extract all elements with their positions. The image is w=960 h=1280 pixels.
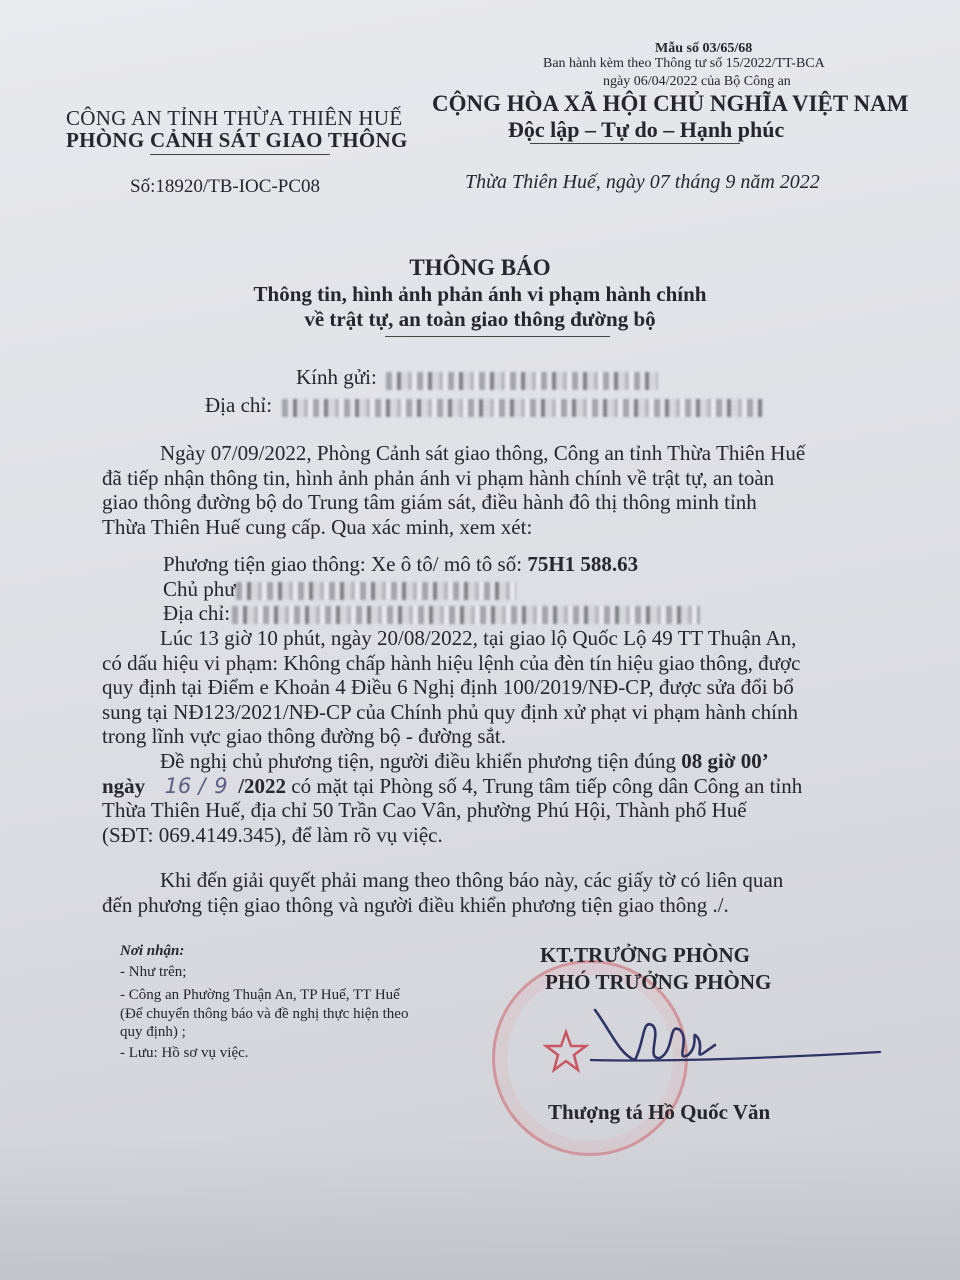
recipient-note: (Để chuyển thông báo và đề nghị thực hiện theo: [120, 1006, 409, 1022]
handwritten-signature: [590, 1000, 890, 1080]
redacted-owner-address: [232, 606, 700, 624]
paragraph-summons: [102, 749, 802, 847]
text-line: có dấu hiệu vi phạm: Không chấp hành hiệu lệnh của đèn tín hiệu giao thông, được: [102, 650, 801, 675]
appointment-time: 08 giờ 00’: [681, 749, 769, 773]
national-motto: Độc lập – Tự do – Hạnh phúc: [508, 117, 785, 142]
day-label: ngày: [102, 773, 146, 798]
paragraph-violation: [102, 626, 800, 749]
recipient-item: - Như trên;: [120, 964, 187, 980]
document-title: THÔNG BÁO: [409, 255, 551, 280]
recipient-address-label: Địa chỉ:: [205, 393, 273, 417]
recipient-item: - Công an Phường Thuận An, TP Huế, TT Huế: [120, 987, 400, 1003]
photo-shadow: [0, 1140, 960, 1280]
owner-address-label: Địa chỉ:: [163, 601, 231, 625]
text-line: (SĐT: 069.4149.345), để làm rõ vụ việc.: [102, 822, 443, 847]
text-line: Thừa Thiên Huế cung cấp. Qua xác minh, xem xét:: [102, 514, 533, 539]
text-line: [102, 749, 802, 774]
country-name: CỘNG HÒA XÃ HỘI CHỦ NGHĨA VIỆT NAM: [432, 91, 909, 116]
text-line: giao thông đường bộ do Trung tâm giám sát, điều hành đô thị thông minh tỉnh: [102, 490, 757, 514]
signature-title-line2: PHÓ TRƯỞNG PHÒNG: [545, 970, 772, 994]
agency-name: CÔNG AN TỈNH THỪA THIÊN HUẾ: [66, 106, 403, 130]
handwritten-month: 9: [214, 773, 228, 798]
text-line: quy định tại Điểm e Khoản 4 Điều 6 Nghị định 100/2019/NĐ-CP, được sửa đổi bổ: [102, 675, 794, 699]
handwritten-day: 16: [164, 773, 192, 798]
title-underline: [385, 336, 610, 337]
text-line: Ngày 07/09/2022, Phòng Cảnh sát giao thông, Công an tỉnh Thừa Thiên Huế: [160, 441, 806, 465]
form-issued-line1: Ban hành kèm theo Thông tư số 15/2022/TT-BCA: [543, 56, 825, 71]
text-line: Thừa Thiên Huế, địa chỉ 50 Trần Cao Vân, phường Phú Hội, Thành phố Huế: [102, 798, 747, 822]
document-subtitle-line1: Thông tin, hình ảnh phản ánh vi phạm hành chính: [253, 282, 707, 306]
text-line: trong lĩnh vực giao thông đường bộ - đường sắt.: [102, 724, 506, 748]
text-line: đến phương tiện giao thông và người điều khiển phương tiện giao thông ./.: [102, 892, 729, 917]
recipients-heading: Nơi nhận:: [120, 943, 185, 959]
handwritten-slash: /: [198, 773, 206, 798]
document-subtitle-line2: về trật tự, an toàn giao thông đường bộ: [304, 307, 656, 331]
summons-text: Đề nghị chủ phương tiện, người điều khiển phương tiện đúng: [160, 749, 682, 773]
text-line: Khi đến giải quyết phải mang theo thông báo này, các giấy tờ có liên quan: [160, 868, 784, 892]
redacted-recipient-name: [386, 372, 658, 390]
place-date: Thừa Thiên Huế, ngày 07 tháng 9 năm 2022: [465, 171, 820, 193]
recipient-note: quy định) ;: [120, 1024, 186, 1040]
redacted-recipient-address: [282, 399, 762, 417]
paragraph-requirements: [102, 868, 783, 917]
text-line: [102, 774, 802, 799]
vehicle-label: Phương tiện giao thông: Xe ô tô/ mô tô số:: [163, 552, 528, 576]
form-code: Mẫu số 03/65/68: [655, 41, 753, 56]
text-line: sung tại NĐ123/2021/NĐ-CP của Chính phủ quy định xử phạt vi phạm hành chính: [102, 699, 798, 724]
seal-star-icon: [543, 1028, 589, 1074]
summons-location: có mặt tại Phòng số 4, Trung tâm tiếp công dân Công an tỉnh: [286, 773, 803, 798]
redacted-owner-name: [236, 582, 516, 600]
motto-underline: [530, 143, 740, 144]
owner-label: Chủ phư: [163, 576, 236, 601]
text-line: Lúc 13 giờ 10 phút, ngày 20/08/2022, tại giao lộ Quốc Lộ 49 TT Thuận An,: [160, 626, 797, 650]
paragraph-intro: [102, 441, 805, 539]
text-line: đã tiếp nhận thông tin, hình ảnh phản ánh vi phạm hành chính về trật tự, an toàn: [102, 465, 775, 490]
signer-name: Thượng tá Hồ Quốc Văn: [548, 1100, 771, 1124]
document-number: Số:18920/TB-IOC-PC08: [130, 176, 321, 197]
form-issued-line2: ngày 06/04/2022 của Bộ Công an: [603, 74, 791, 89]
recipient-label: Kính gửi:: [296, 365, 377, 389]
appointment-year: /2022: [238, 773, 287, 798]
vehicle-line: [163, 552, 638, 577]
signature-title-line1: KT.TRƯỞNG PHÒNG: [540, 943, 750, 967]
agency-underline: [150, 154, 330, 155]
recipient-item: - Lưu: Hồ sơ vụ việc.: [120, 1045, 249, 1061]
department-name: PHÒNG CẢNH SÁT GIAO THÔNG: [66, 128, 408, 152]
license-plate: 75H1 588.63: [527, 552, 639, 576]
